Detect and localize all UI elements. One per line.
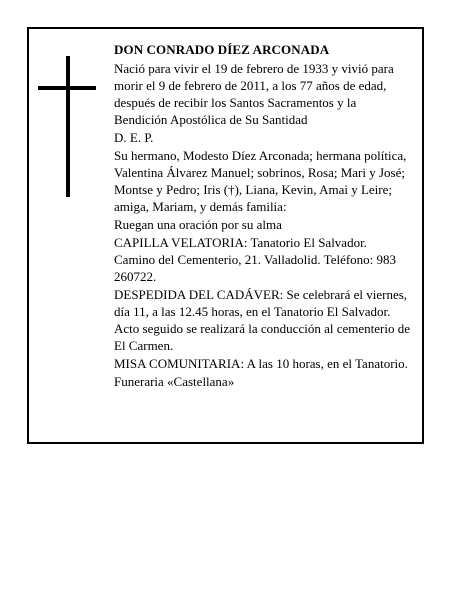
chapel-text: CAPILLA VELATORIA: Tanatorio El Salvador. Camino del Cementerio, 21. Valladolid. Teléfono: 983 260722. bbox=[114, 235, 397, 284]
deceased-name: DON CONRADO DÍEZ ARCONADA bbox=[114, 42, 330, 57]
rip-text: D. E. P. bbox=[114, 130, 154, 145]
funeral-home-text: Funeraria «Castellana» bbox=[114, 374, 235, 389]
birth-death-text: Nació para vivir el 19 de febrero de 1933 y vivió para morir el 9 de febrero de 2011, a los 77 años de edad, después de recibir los Santos Sacramentos y la Bendición Apostólica de Su Santidad bbox=[114, 61, 394, 127]
obituary-notice bbox=[27, 27, 424, 444]
cross-horizontal-bar bbox=[38, 86, 96, 90]
farewell-text: DESPEDIDA DEL CADÁVER: Se celebrará el viernes, día 11, a las 12.45 horas, en el Tanatorio El Salvador. Acto seguido se realizará la conducción al cementerio de El Carmen. bbox=[114, 287, 410, 353]
cross-vertical-bar bbox=[66, 56, 70, 197]
family-text: Su hermano, Modesto Díez Arconada; hermana política, Valentina Álvarez Manuel; sobrinos, Rosa; Mari y José; Montse y Pedro; Iris (†), Liana, Kevin, Amai y Leire; amiga, Mariam, y demás familia: bbox=[114, 148, 407, 214]
notice-text bbox=[114, 41, 410, 391]
prayer-text: Ruegan una oración por su alma bbox=[114, 217, 282, 232]
mass-text: MISA COMUNITARIA: A las 10 horas, en el Tanatorio. bbox=[114, 356, 408, 371]
